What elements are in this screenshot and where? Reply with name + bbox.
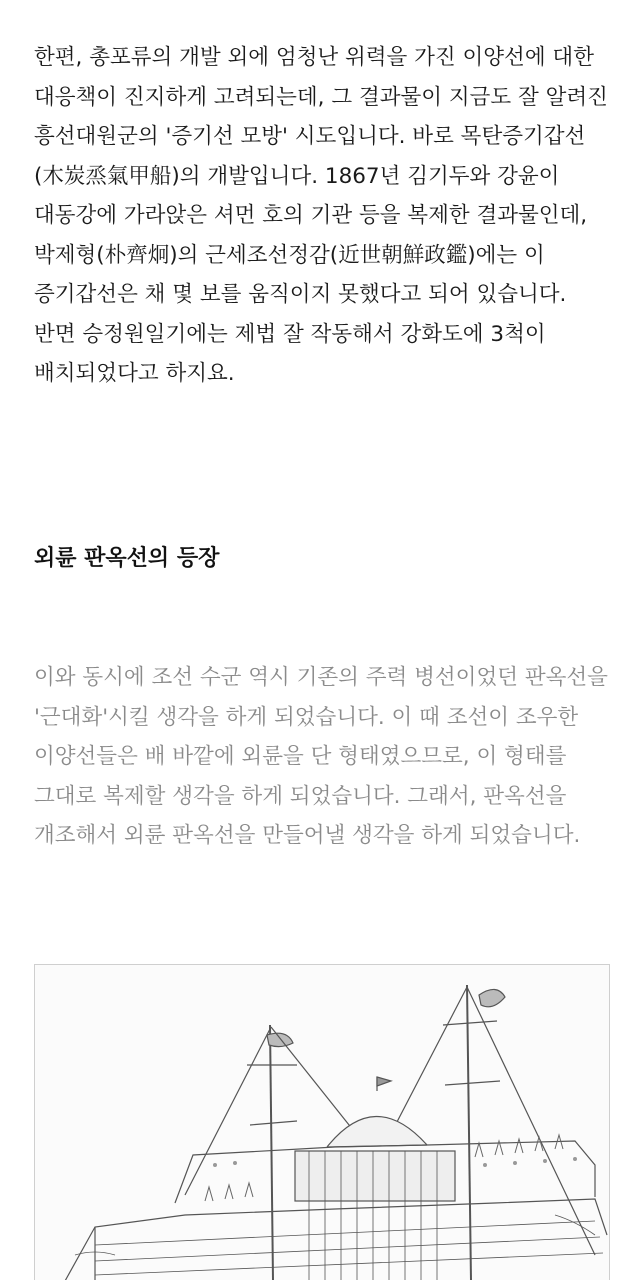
article-paragraph-paddle-panokseon: 이와 동시에 조선 수군 역시 기존의 주력 병선이었던 판옥선을 '근대화'시킬 생각을 하게 되었습니다. 이 때 조선이 조우한 이양선들은 배 바깥에 외륜을 단 형태였으므로, 이 형태를 그대로 복제할 생각을 하게 되었습니다. 그래서, 판옥선을 개조해서 외륜 판옥선을 만들어낼 생각을 하게 되었습니다.	[34, 665, 608, 848]
article-paragraph-steamship: 한편, 총포류의 개발 외에 엄청난 위력을 가진 이양선에 대한 대응책이 진지하게 고려되는데, 그 결과물이 지금도 잘 알려진 흥선대원군의 '증기선 모방' 시도입니다. 바로 목탄증기갑선(木炭烝氣甲船)의 개발입니다. 1867년 김기두와 강윤이 대동강에 가라앉은 셔먼 호의 기관 등을 복제한 결과물인데, 박제형(朴齊炯)의 근세조선정감(近世朝鮮政鑑)에는 이 증기갑선은 채 몇 보를 움직이지 못했다고 되어 있습니다. 반면 승정원일기에는 제법 잘 작동해서 강화도에 3척이 배치되었다고 하지요.	[34, 45, 608, 386]
ship-illustration	[34, 964, 610, 1280]
panokseon-ship-sketch-icon	[35, 965, 609, 1280]
section-heading: 외륜 판옥선의 등장	[34, 546, 220, 571]
